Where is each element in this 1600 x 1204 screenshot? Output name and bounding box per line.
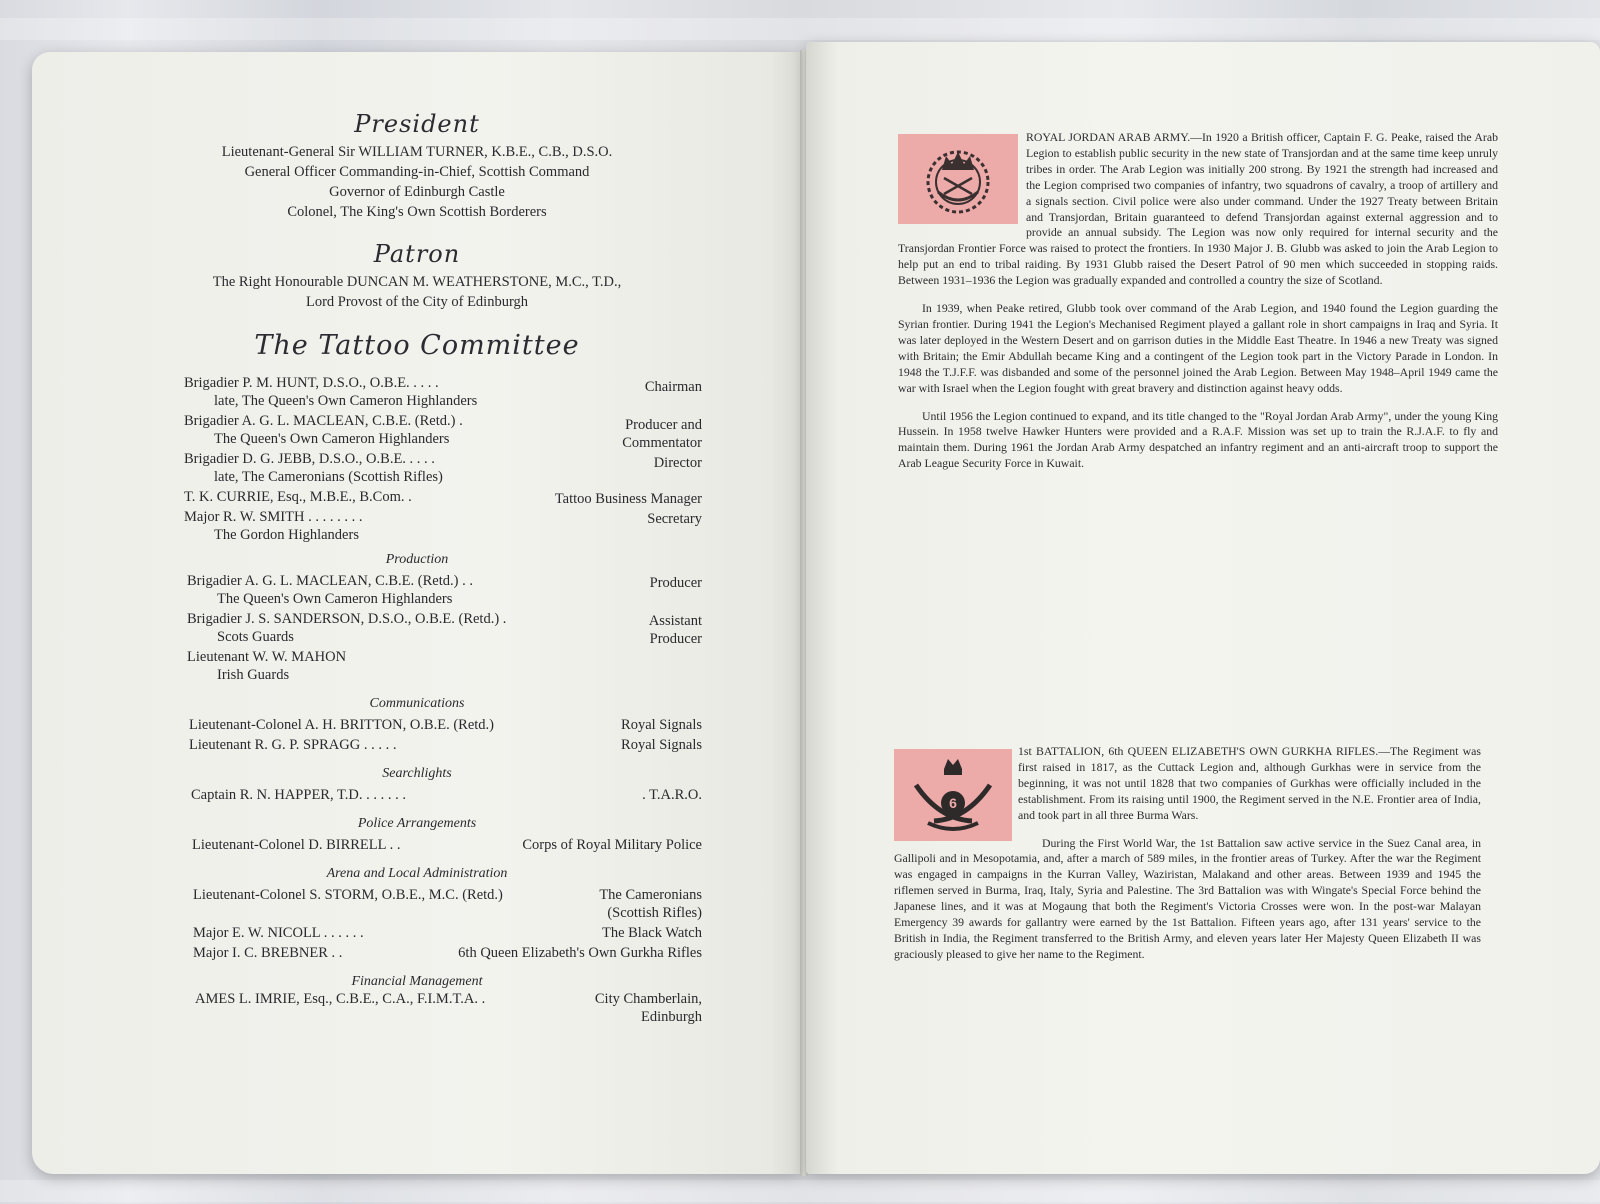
president-section [32, 110, 802, 222]
member-role: Royal Signals [621, 737, 702, 753]
arena-row [193, 924, 702, 944]
committee-section [32, 330, 802, 361]
production-row [187, 610, 702, 646]
patron-section [32, 240, 802, 312]
financial-row [195, 991, 702, 1030]
production-row [187, 572, 702, 608]
left-page [32, 52, 802, 1174]
jordan-article [898, 130, 1498, 484]
member-role-line2: Commentator [622, 435, 702, 451]
searchlights-heading: Searchlights [382, 766, 452, 781]
member-role: Assistant [648, 613, 702, 629]
committee-row [184, 508, 702, 544]
committee-row [184, 374, 702, 410]
member-regiment: late, The Queen's Own Cameron Highlanders [214, 393, 478, 409]
committee-row [184, 488, 702, 508]
member-role: Producer and [625, 417, 702, 433]
communications-row [189, 716, 702, 736]
member-role: Director [653, 455, 702, 471]
jordan-title: ROYAL JORDAN ARAB ARMY. [1026, 130, 1191, 144]
member-regiment: The Queen's Own Cameron Highlanders [214, 431, 450, 447]
patron-heading: Patron [373, 240, 461, 268]
member-regiment: The Queen's Own Cameron Highlanders [217, 591, 453, 607]
member-role: Corps of Royal Military Police [522, 837, 702, 853]
member-name: Lieutenant W. W. MAHON [187, 649, 347, 665]
production-heading: Production [385, 552, 449, 567]
member-regiment: The Gordon Highlanders [214, 527, 359, 543]
member-role: 6th Queen Elizabeth's Own Gurkha Rifles [458, 945, 702, 961]
production-row [187, 648, 702, 684]
member-regiment: late, The Cameronians (Scottish Rifles) [214, 469, 443, 485]
member-name: Major I. C. BREBNER . . [193, 945, 343, 961]
president-line-2: General Officer Commanding-in-Chief, Scottish Command [244, 164, 590, 180]
committee-heading: The Tattoo Committee [254, 330, 580, 361]
police-row [192, 836, 702, 856]
president-line-1: Lieutenant-General Sir WILLIAM TURNER, K.B.E., C.B., D.S.O. [221, 144, 613, 160]
member-name: Lieutenant-Colonel D. BIRRELL . . [192, 837, 401, 853]
president-heading: President [354, 110, 480, 138]
member-name: Major R. W. SMITH . . . . . . . . [184, 509, 363, 525]
arena-heading: Arena and Local Administration [326, 866, 508, 881]
member-role: City Chamberlain, [594, 991, 702, 1007]
badge-spacer [894, 744, 1018, 840]
member-regiment: Irish Guards [217, 667, 290, 683]
member-role: Producer [649, 575, 702, 591]
president-line-4: Colonel, The King's Own Scottish Borderers [287, 204, 547, 220]
member-name: Brigadier A. G. L. MACLEAN, C.B.E. (Retd.) . [184, 413, 463, 429]
president-line-3: Governor of Edinburgh Castle [329, 184, 505, 200]
member-role: Chairman [644, 379, 702, 395]
patron-line-1: The Right Honourable DUNCAN M. WEATHERSTONE, M.C., T.D., [212, 274, 622, 290]
member-role-line2: (Scottish Rifles) [607, 905, 702, 921]
arena-row [193, 886, 702, 922]
member-name: Brigadier J. S. SANDERSON, D.S.O., O.B.E. (Retd.) . [187, 611, 507, 627]
gurkha-intro: —The Regiment was first raised in 1817, as the Cuttack Legion and, although Gurkhas were in service from the beginning, it was not until 1828 that two companies of Gurkhas were officially included in the establishment. From its raising until 1900, the Regiment served in the N.E. Frontier area of India, and took part in all three Burma Wars. [1018, 744, 1481, 822]
member-name: Lieutenant-Colonel A. H. BRITTON, O.B.E. (Retd.) [189, 717, 494, 733]
jordan-intro: —In 1920 a British officer, Captain F. G. Peake, raised the Arab Legion to establish public security in the new state of Transjordan and at the same time keep unruly tribes in order. The Arab Legion was initially 200 strong. By 1921 the strength had increased and the Legion comprised two companies of infantry, two squadrons of cavalry, a troop of artillery and a signals section. Civil police were also under command. Under the 1927 Treaty between Britain and Transjordan, Britain guaranteed to defend Transjordan against external aggression and to provide an annual subsidy. The Legion was now only required for internal security and the Transjordan Frontier Force was raised to protect the frontiers. In 1930 Major J. B. Glubb was asked to join the Arab Legion to help put an end to tribal raiding. By 1931 Glubb raised the Desert Patrol of 90 men which succeeded in stopping raids. Between 1931–1936 the Legion was gradually expanded and controlled a country the size of Scotland. [898, 130, 1498, 288]
badge-spacer [898, 130, 1026, 226]
gurkha-badge-number: 6 [949, 795, 957, 811]
police-heading: Police Arrangements [357, 816, 477, 831]
member-role: Tattoo Business Manager [554, 491, 702, 507]
member-role: The Cameronians [599, 887, 702, 903]
patron-line-2: Lord Provost of the City of Edinburgh [305, 294, 529, 310]
member-regiment: Scots Guards [217, 629, 294, 645]
member-role: Royal Signals [621, 717, 702, 733]
member-name: Brigadier P. M. HUNT, D.S.O., O.B.E. . . . . [184, 375, 439, 391]
gurkha-title: 1st BATTALION, 6th QUEEN ELIZABETH'S OWN GURKHA RIFLES. [1018, 744, 1379, 758]
member-role-line2: Producer [649, 631, 702, 647]
member-name: T. K. CURRIE, Esq., M.B.E., B.Com. . [184, 489, 412, 505]
member-role: Secretary [647, 511, 702, 527]
member-name: Major E. W. NICOLL . . . . . . [193, 925, 364, 941]
committee-row [184, 412, 702, 451]
communications-heading: Communications [369, 696, 465, 711]
member-role: The Black Watch [601, 925, 702, 941]
member-name: Brigadier D. G. JEBB, D.S.O., O.B.E. . . . . [184, 451, 435, 467]
arena-row [193, 944, 702, 964]
jordan-paragraph-3: Until 1956 the Legion continued to expand, and its title changed to the "Royal Jordan Arab Army", under the young King Hussein. In 1958 twelve Hawker Hunters were provided and a R.A.F. Mission was set up to train the R.J.A.F. to fly and maintain them. During 1961 the Jordan Arab Army despatched an infantry regiment and an anti-aircraft troop to support the Arab League Security Force in Kuwait. [898, 408, 1498, 471]
member-role: . T.A.R.O. [642, 787, 702, 803]
member-name: Brigadier A. G. L. MACLEAN, C.B.E. (Retd.) . . [187, 573, 473, 589]
right-page [806, 42, 1600, 1174]
member-name: Captain R. N. HAPPER, T.D. . . . . . . [191, 787, 406, 803]
searchlights-row [191, 786, 702, 806]
member-name: Lieutenant-Colonel S. STORM, O.B.E., M.C. (Retd.) [193, 887, 503, 903]
member-role-line2: Edinburgh [641, 1009, 702, 1025]
committee-row [184, 450, 702, 486]
communications-row [189, 736, 702, 756]
member-name: AMES L. IMRIE, Esq., C.B.E., C.A., F.I.M.T.A. . [195, 991, 486, 1007]
financial-heading: Financial Management [351, 974, 483, 989]
gurkha-article [894, 744, 1481, 975]
jordan-paragraph-2: In 1939, when Peake retired, Glubb took over command of the Arab Legion, and 1940 found the Legion guarding the Syrian frontier. During 1941 the Legion's Mechanised Regiment played a gallant role in short campaigns in Iraq and Syria. It was later deployed in the Western Desert and on garrison duties in the Middle East Theatre. In 1946 a new Treaty was signed with Britain; the Emir Abdullah became King and a contingent of the Legion took part in the Victory Parade in London. In 1948 the T.J.F.F. was disbanded and some of the personnel joined the Arab Legion. Between May 1948–April 1949 came the war with Israel when the Legion fought with great bravery and distinction against heavy odds. [898, 301, 1498, 395]
gurkha-paragraph-2: During the First World War, the 1st Battalion saw active service in the Suez Canal area, in Gallipoli and in Mesopotamia, and, after a march of 589 miles, in the frontier areas of Turkey. After the war the Regiment was engaged in campaigns in the Kurran Valley, Waziristan, Malakand and other areas. Between 1939 and 1945 the riflemen served in Burma, Iraq, Italy, Syria and Palestine. The 3rd Battalion was with Wingate's Special Force behind the Japanese lines, and it was at Mogaung that both the Regiment's Victoria Crosses were won. In the post-war Malayan Emergency 39 awards for gallantry were earned by the 1st Battalion. Fifteen years ago, after 131 years' service to the British in India, the Regiment transferred to the British Army, and eleven years later Her Majesty Queen Elizabeth II was graciously pleased to give her name to the Regiment. [894, 835, 1481, 961]
member-name: Lieutenant R. G. P. SPRAGG . . . . . [189, 737, 397, 753]
